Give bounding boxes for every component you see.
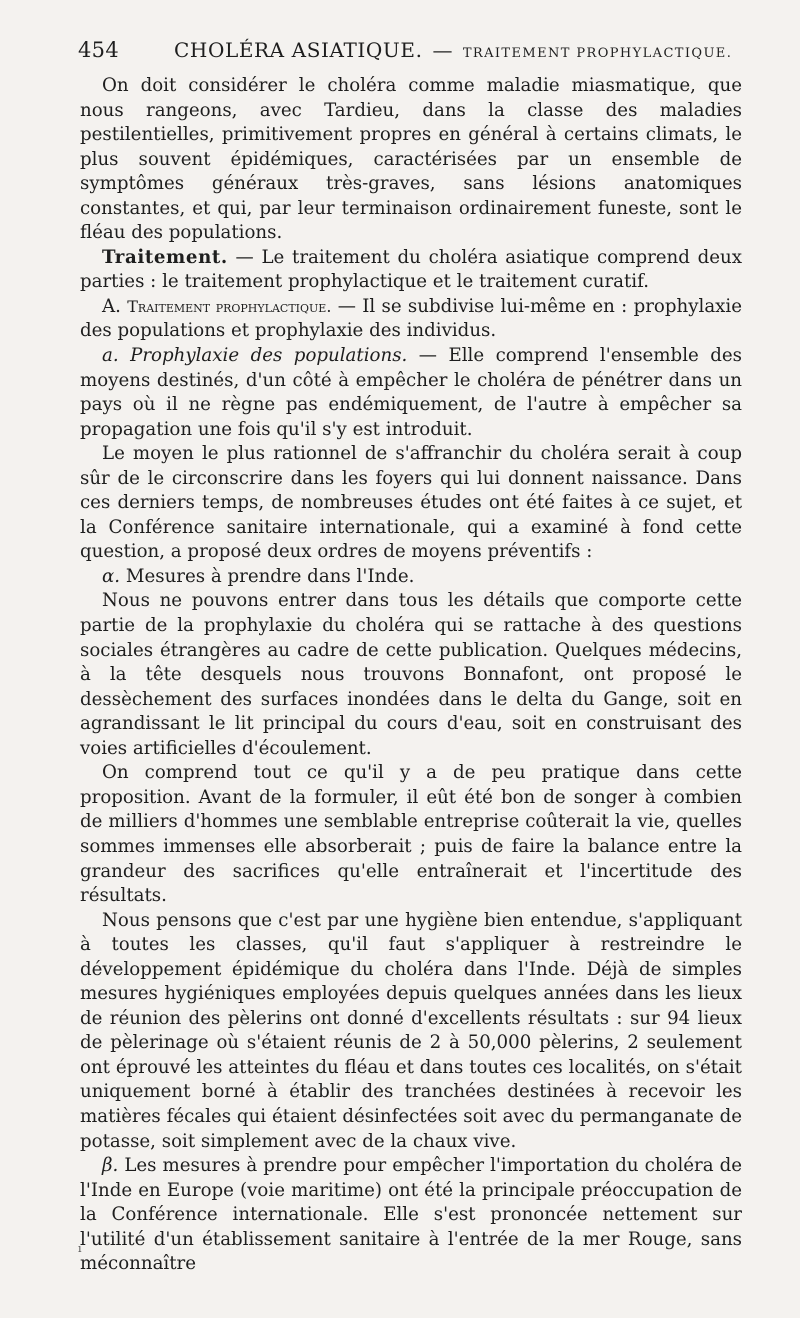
paragraph-prophylactique xyxy=(80,295,742,344)
list-marker-beta: β. xyxy=(102,1155,119,1177)
paragraph-hygiene: Nous pensons que c'est par une hygiène bien entendue, s'appliquant à toutes les classes, qu'il faut s'appliquer à restreindre le développement épidémique du choléra dans l'Inde. Déjà de simples mesures hygiéniques employées depuis quelques années dans les lieux de réunion des pèlerins ont donné d'excellents résultats : sur 94 lieux de pèlerinage où s'étaient réunis de 2 à 50,000 pèlerins, 2 seulement ont éprouvé les atteintes du fléau et dans toutes ces localités, on s'était uniquement borné à établir des tranchées destinées à recevoir les matières fécales qui étaient désinfectées soit avec du permanganate de potasse, soit simplement avec de la chaux vive. xyxy=(80,909,742,1152)
paragraph-populations xyxy=(80,344,742,442)
paragraph-mesures-inde xyxy=(80,565,742,590)
heading-traitement-prophylactique: Traitement prophylactique. xyxy=(127,296,332,316)
paragraph-proposition: On comprend tout ce qu'il y a de peu pratique dans cette proposition. Avant de la formuler, il eût été bon de songer à combien de milliers d'hommes une semblable entreprise coûterait la vie, quelles sommes immenses elle absorberait ; puis de faire la balance entre la grandeur des sacrifices qu'elle entraînerait et l'incertitude des résultats. xyxy=(80,762,742,907)
heading-traitement: Traitement. xyxy=(102,246,228,268)
running-title: CHOLÉRA ASIATIQUE. xyxy=(174,38,423,62)
running-subtitle: TRAITEMENT PROPHYLACTIQUE. xyxy=(462,46,733,61)
paragraph-importation xyxy=(80,1154,742,1277)
paragraph-populations-text: — Elle comprend l'ensemble des moyens destinés, d'un côté à empêcher le choléra de pénétrer dans un pays où il ne règne pas endémiquement, de l'autre à empêcher sa propagation une fois qu'il s'y est introduit. xyxy=(80,345,742,440)
paragraph-traitement xyxy=(80,246,742,295)
paragraph-mesures-inde-text: Mesures à prendre dans l'Inde. xyxy=(120,565,415,587)
header-dash: — xyxy=(432,38,453,62)
section-letter: A. xyxy=(102,295,128,317)
paragraph-intro: On doit considérer le choléra comme maladie miasmatique, que nous rangeons, avec Tardieu, dans la classe des maladies pestilentielles, primitivement propres en général à certains climats, le plus souvent épidémiques, caractérisées par un ensemble de symptômes généraux très-graves, sans lésions anatomiques constantes, et qui, par leur terminaison ordinairement funeste, sont le fléau des populations. xyxy=(80,75,742,244)
stray-print-mark: ı xyxy=(78,1242,82,1255)
page-number: 454 xyxy=(78,38,119,62)
paragraph-details: Nous ne pouvons entrer dans tous les détails que comporte cette partie de la prophylaxie du choléra qui se rattache à des questions sociales étrangères au cadre de cette publication. Quelques médecins, à la tête desquels nous trouvons Bonnafont, ont proposé le dessèchement des surfaces inondées dans le delta du Gange, soit en agrandissant le lit principal du cours d'eau, soit en construisant des voies artificielles d'écoulement. xyxy=(80,590,742,759)
body-text xyxy=(80,74,742,1277)
paragraph-traitement-text: — Le traitement du choléra asiatique comprend deux parties : le traitement prophylactique et le traitement curatif. xyxy=(80,246,742,293)
paragraph-importation-text: Les mesures à prendre pour empêcher l'importation du choléra de l'Inde en Europe (voie maritime) ont été la principale préoccupation de la Conférence internationale. Elle s'est prononcée nettement sur l'utilité d'un établissement sanitaire à l'entrée de la mer Rouge, sans méconnaître xyxy=(80,1155,742,1275)
list-marker-alpha: α. xyxy=(102,565,121,587)
paragraph-moyen-rationnel: Le moyen le plus rationnel de s'affranchir du choléra serait à coup sûr de le circonscrire dans les foyers qui lui donnent naissance. Dans ces derniers temps, de nombreuses études ont été faites à ce sujet, et la Conférence sanitaire internationale, qui a examiné à fond cette question, a proposé deux ordres de moyens préventifs : xyxy=(80,443,742,563)
running-header xyxy=(78,38,742,74)
heading-prophylaxie-populations: a. Prophylaxie des populations. xyxy=(102,345,408,367)
paragraph-prophylactique-text: — Il se subdivise lui-même en : prophylaxie des populations et prophylaxie des individus. xyxy=(80,295,743,342)
